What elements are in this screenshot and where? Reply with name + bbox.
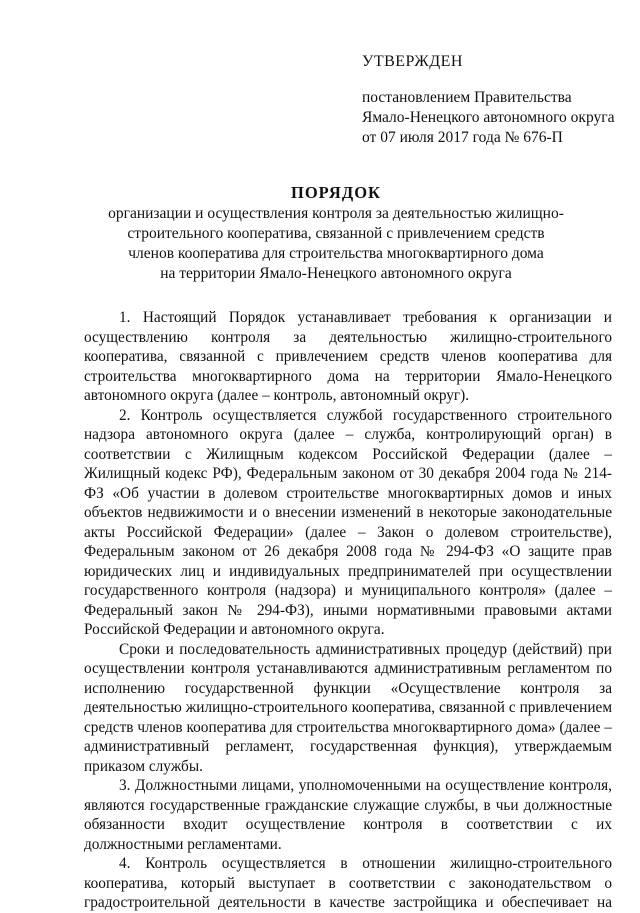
approval-line: от 07 июля 2017 года № 676-П: [362, 129, 563, 146]
paragraph-2: 2. Контроль осуществляется службой государственного строительного надзора автономного округа (далее – служба, контролирующий орган) в соответствии с Жилищным кодексом Российской Федерации (далее – Жилищный кодекс РФ), Федеральным законом от 30 декабря 2004 года № 214-ФЗ «Об участии в долевом строительстве многоквартирных домов и иных объектов недвижимости и о внесении изменений в некоторые законодательные акты Российской Федерации» (далее – Закон о долевом строительстве), Федеральным законом от 26 декабря 2008 года № 294-ФЗ «О защите прав юридических лиц и индивидуальных предпринимателей при осуществлении государственного контроля (надзора) и муниципального контроля» (далее – Федеральный закон № 294-ФЗ), иными нормативными правовыми актами Российской Федерации и автономного округа.: [84, 406, 612, 638]
document-subtitle-line: организации и осуществления контроля за деятельностью жилищно-: [108, 205, 564, 222]
document-subtitle-line: на территории Ямало-Ненецкого автономного округа: [160, 265, 512, 282]
paragraph-3: 3. Должностными лицами, уполномоченными на осуществление контроля, являются государственные гражданские служащие службы, в чьи должностные обязанности входит осуществление контроля в соответствии с их должностными регламентами.: [84, 777, 612, 853]
approved-label: УТВЕРЖДЕН: [362, 53, 463, 70]
document-title: ПОРЯДОК: [291, 183, 381, 202]
document-subtitle-line: строительного кооператива, связанной с привлечением средств: [127, 225, 545, 242]
paragraph-4: 4. Контроль осуществляется в отношении жилищно-строительного кооператива, который выступает в соответствии с законодательством о градостроительной деятельности в качестве застройщика и обеспечивает на: [84, 855, 612, 911]
paragraph-1: 1. Настоящий Порядок устанавливает требования к организации и осуществлению контроля за деятельностью жилищно-строительного кооператива, связанной с привлечением средств членов кооператива для строительства многоквартирного дома на территории Ямало-Ненецкого автономного округа (далее – контроль, автономный округ).: [84, 309, 612, 404]
document-title-block: [60, 182, 612, 284]
approval-line: постановлением Правительства: [362, 89, 572, 106]
paragraph-2-continued: Сроки и последовательность административных процедур (действий) при осуществлении контроля устанавливаются административным регламентом по исполнению государственной функции «Осуществление контроля за деятельностью жилищно-строительного кооператива, связанной с привлечением средств членов кооператива для строительства многоквартирного дома» (далее – административный регламент, государственная функция), утверждаемым приказом службы.: [84, 640, 612, 775]
document-subtitle-line: членов кооператива для строительства многоквартирного дома: [128, 245, 544, 262]
document-body: [84, 308, 612, 913]
approval-line: Ямало-Ненецкого автономного округа: [362, 109, 615, 126]
approval-stamp: [362, 52, 614, 148]
